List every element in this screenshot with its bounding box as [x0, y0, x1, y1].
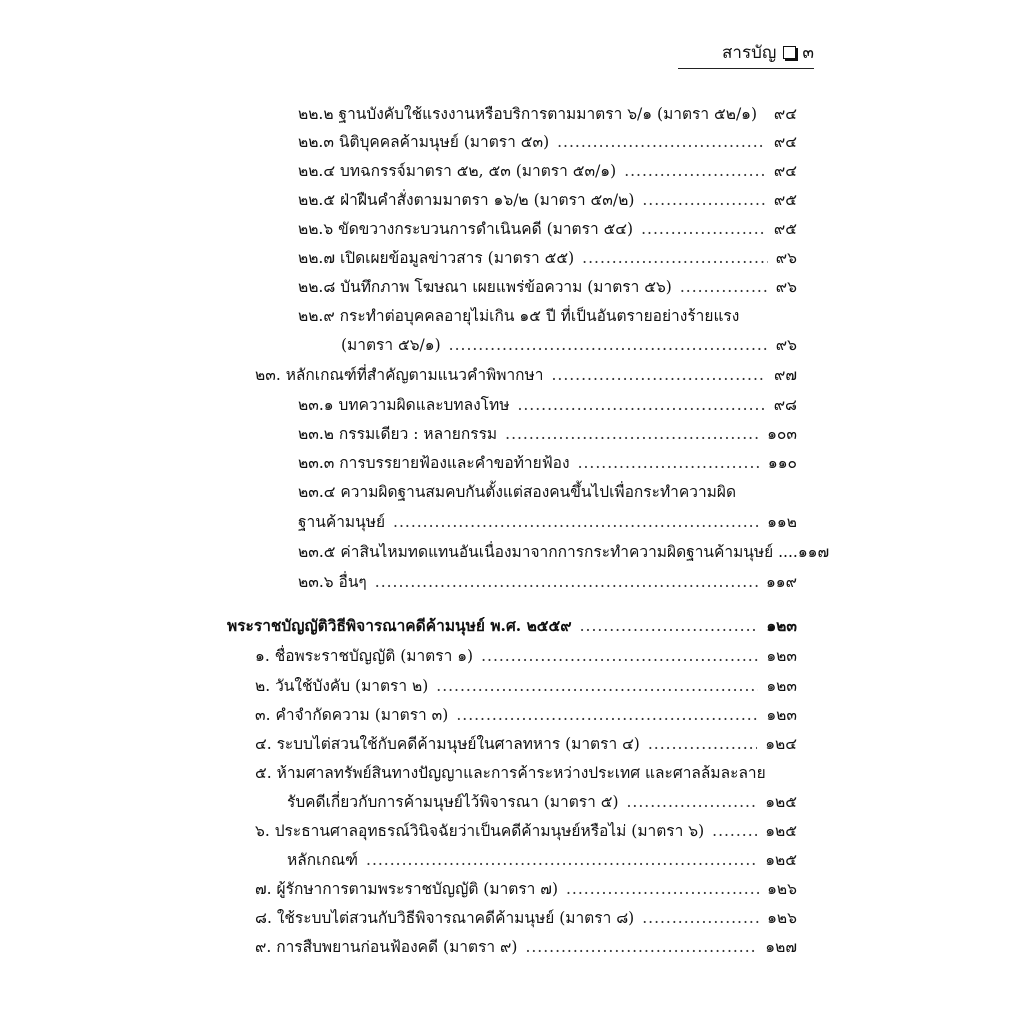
toc-page-number: ๑๒๓	[766, 647, 797, 665]
toc-entry[interactable]	[255, 645, 797, 669]
toc-entry[interactable]	[287, 849, 797, 873]
toc-entry-title: ๒๒.๖ ขัดขวางกระบวนการดำเนินคดี (มาตรา ๕๔)	[298, 220, 634, 238]
toc-entry-title: ๒๓.๕ ค่าสินไหมทดแทนอันเนื่องมาจากการกระทำความผิดฐานค้ามนุษย์ ....	[298, 543, 798, 561]
toc-entry[interactable]	[298, 103, 797, 127]
toc-entry-title: ๒๓. หลักเกณฑ์ที่สำคัญตามแนวคำพิพากษา	[255, 366, 544, 384]
toc-entry-title: ๒๒.๕ ฝ่าฝืนคำสั่งตามมาตรา ๑๖/๒ (มาตรา ๕๓/๒)	[298, 191, 635, 209]
toc-entry-title[interactable]: ๕. ห้ามศาลทรัพย์สินทางปัญญาและการค้าระหว่างประเทศ และศาลล้มละลาย	[255, 764, 766, 782]
toc-entry-title: ๒. วันใช้บังคับ (มาตรา ๒)	[255, 677, 429, 695]
toc-entry-title: หลักเกณฑ์	[287, 851, 359, 869]
toc-entry-title: ๖. ประธานศาลอุทธรณ์วินิจฉัยว่าเป็นคดีค้ามนุษย์หรือไม่ (มาตรา ๖)	[255, 822, 705, 840]
toc-page-number: ๑๒๕	[765, 793, 797, 811]
toc-entry-title: ๒๒.๔ บทฉกรรจ์มาตรา ๕๒, ๕๓ (มาตรา ๕๓/๑)	[298, 162, 617, 180]
toc-entry[interactable]	[255, 936, 797, 960]
toc-page-number: ๑๑๗	[797, 543, 830, 561]
toc-entry-title: ฐานค้ามนุษย์	[298, 513, 386, 531]
toc-entry-title: ๒๒.๒ ฐานบังคับใช้แรงงานหรือบริการตามมาตรา ๖/๑ (มาตรา ๕๒/๑)	[298, 105, 758, 123]
toc-entry[interactable]	[298, 571, 797, 595]
toc-entry-title: (มาตรา ๕๖/๑)	[341, 336, 441, 354]
toc-page-number: ๑๑๒	[767, 513, 797, 531]
header-title: สารบัญ	[722, 43, 777, 63]
toc-page-number: ๑๑๐	[767, 454, 797, 472]
toc-entry-title: ๒๓.๖ อื่นๆ	[298, 573, 367, 591]
toc-entry[interactable]	[298, 276, 797, 300]
toc-entry-title: พระราชบัญญัติวิธีพิจารณาคดีค้ามนุษย์ พ.ศ. ๒๕๕๙	[227, 616, 572, 635]
toc-entry[interactable]	[298, 218, 797, 242]
toc-entry-title: ๒๒.๓ นิติบุคคลค้ามนุษย์ (มาตรา ๕๓)	[298, 133, 550, 151]
toc-entry[interactable]	[298, 394, 797, 418]
toc-page-number: ๙๔	[773, 162, 797, 180]
toc-entry[interactable]	[298, 189, 797, 213]
toc-page-number: ๑๒๖	[767, 880, 797, 898]
toc-page-number: ๙๖	[775, 278, 797, 296]
toc-page-number: ๑๒๓	[766, 616, 797, 635]
toc-entry-title: รับคดีเกี่ยวกับการค้ามนุษย์ไว้พิจารณา (มาตรา ๕)	[287, 793, 619, 811]
toc-entry[interactable]	[255, 364, 797, 388]
toc-page-number: ๙๖	[775, 336, 797, 354]
toc-entry[interactable]	[298, 247, 797, 271]
toc-page-number: ๑๒๔	[765, 735, 797, 753]
toc-page-number: ๙๖	[775, 249, 797, 267]
toc-entry-continuation[interactable]	[287, 791, 797, 815]
toc-page-number: ๙๔	[773, 133, 797, 151]
toc-page-number: ๙๘	[773, 396, 797, 414]
toc-entry[interactable]	[298, 131, 797, 155]
toc-page-number: ๑๑๙	[765, 573, 797, 591]
toc-entry-title: ๙. การสืบพยานก่อนฟ้องคดี (มาตรา ๙)	[255, 938, 518, 956]
toc-page-number: ๑๒๕	[765, 851, 797, 869]
toc-entry[interactable]	[255, 820, 797, 844]
toc-page-number: ๑๒๗	[765, 938, 797, 956]
toc-entry-title: ๒๓.๒ กรรมเดียว : หลายกรรม	[298, 425, 498, 443]
toc-page-number: ๑๒๖	[767, 909, 797, 927]
toc-page-number: ๙๗	[773, 366, 797, 384]
toc-entry-title: ๗. ผู้รักษาการตามพระราชบัญญัติ (มาตรา ๗)	[255, 880, 558, 898]
toc-page-number: ๙๕	[773, 191, 797, 209]
toc-entry-title[interactable]: ๒๒.๙ กระทำต่อบุคคลอายุไม่เกิน ๑๕ ปี ที่เป็นอันตรายอย่างร้ายแรง	[298, 307, 740, 325]
toc-entry-title: ๑. ชื่อพระราชบัญญัติ (มาตรา ๑)	[255, 647, 474, 665]
toc-entry-title: ๔. ระบบไต่สวนใช้กับคดีค้ามนุษย์ในศาลทหาร (มาตรา ๔)	[255, 735, 640, 753]
toc-entry-title: ๒๒.๗ เปิดเผยข้อมูลข่าวสาร (มาตรา ๕๕)	[298, 249, 575, 267]
toc-entry-title: ๓. คำจำกัดความ (มาตรา ๓)	[255, 706, 449, 724]
toc-entry-title: ๒๓.๓ การบรรยายฟ้องและคำขอท้ายฟ้อง	[298, 454, 570, 472]
toc-entry-title[interactable]: ๒๓.๔ ความผิดฐานสมคบกันตั้งแต่สองคนขึ้นไปเพื่อกระทำความผิด	[298, 483, 737, 501]
toc-entry-title: ๒๓.๑ บทความผิดและบทลงโทษ	[298, 396, 510, 414]
toc-entry[interactable]	[255, 704, 797, 728]
toc-page-number: ๙๕	[773, 220, 797, 238]
toc-page-number: ๑๒๓	[766, 677, 797, 695]
toc-entry-continuation[interactable]	[341, 334, 797, 358]
page-number: ๓	[802, 43, 814, 63]
toc-entry[interactable]	[298, 423, 797, 447]
page-header	[678, 40, 814, 69]
toc-entry[interactable]	[255, 733, 797, 757]
toc-page-number: ๙๔	[773, 105, 797, 123]
toc-entry-continuation[interactable]	[298, 511, 797, 535]
toc-entry[interactable]	[255, 878, 797, 902]
toc-page-number: ๑๐๓	[767, 425, 797, 443]
toc-entry-title: ๒๒.๘ บันทึกภาพ โฆษณา เผยแพร่ข้อความ (มาตรา ๕๖)	[298, 278, 672, 296]
toc-entry[interactable]	[298, 160, 797, 184]
toc-page-number: ๑๒๕	[765, 822, 797, 840]
toc-entry[interactable]	[298, 541, 830, 565]
toc-entry-title: ๘. ใช้ระบบไต่สวนกับวิธีพิจารณาคดีค้ามนุษย์ (มาตรา ๘)	[255, 909, 635, 927]
toc-entry[interactable]	[298, 452, 797, 476]
toc-entry[interactable]	[255, 675, 797, 699]
toc-entry[interactable]	[255, 907, 797, 931]
toc-page-number: ๑๒๓	[766, 706, 797, 724]
toc-section-heading[interactable]	[227, 615, 797, 639]
checkbox-square-icon	[783, 46, 796, 59]
